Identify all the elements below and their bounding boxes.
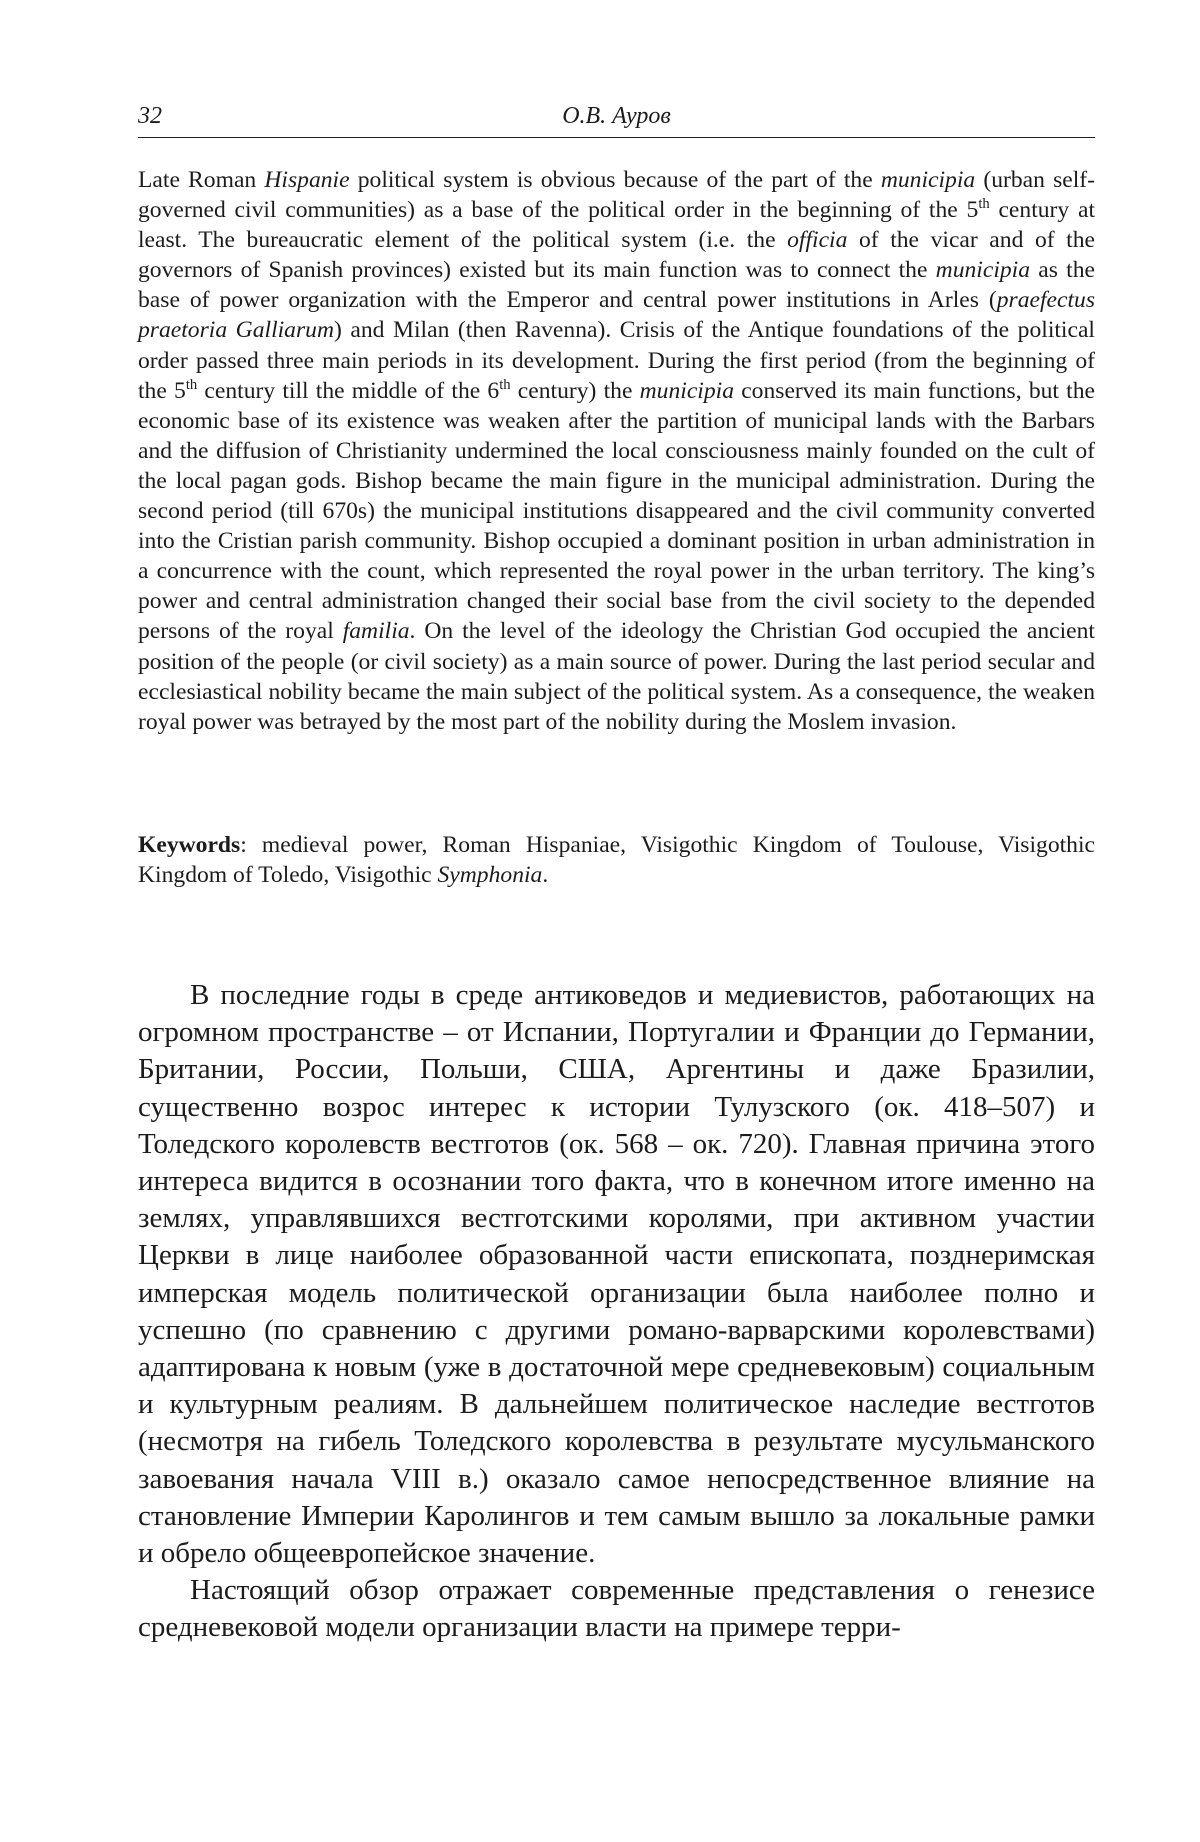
abstract-text: century at least. The bureaucratic element of the political system (i.e. the — [138, 197, 1095, 254]
abstract-text: Late Roman — [138, 167, 265, 193]
article-body — [138, 977, 1095, 1647]
abstract-text: . On the level of the ideology the Christian God occupied the ancient position of the people (or civil society) as a main source of power. During the last period secular and ecclesiastical nobility became the main subject of the political system. As a consequence, the weaken royal power was betrayed by the most part of the nobility during the Moslem invasion. — [138, 618, 1095, 735]
keywords-paragraph — [138, 830, 1095, 890]
abstract-text: conserved its main functions, but the economic base of its existence was weaken after the partition of municipal lands with the Barbars and the diffusion of Christianity undermined the local consciousness mainly founded on the cult of the local pagan gods. Bishop became the main figure in the municipal administration. During the second period (till 670s) the municipal institutions disappeared and the civil community converted into the Cristian parish community. Bishop occupied a dominant position in urban administration in a concurrence with the count, which represented the royal power in the urban territory. The king’s power and central administration changed their social base from the civil society to the depended persons of the royal — [138, 377, 1095, 645]
body-paragraph-2: Настоящий обзор отражает современные представления о генезисе средневековой модели организации власти на примере терри- — [138, 1574, 1095, 1644]
page-header — [138, 97, 1095, 138]
abstract-italic-term: officia — [787, 227, 848, 254]
keywords-block — [138, 830, 1095, 890]
page-number: 32 — [138, 103, 162, 129]
running-head-author: О.В. Ауров — [562, 103, 671, 129]
abstract-italic-term: municipia — [880, 167, 976, 193]
abstract-italic-term: familia — [342, 618, 410, 645]
keywords-end: . — [542, 862, 549, 888]
abstract-text: (urban self-governed civil communities) as a base of the political order in the beginning of the 5 — [138, 167, 1095, 224]
abstract-italic-term: municipia — [935, 257, 1031, 284]
ordinal-superscript: th — [185, 376, 198, 393]
keywords-italic-term: Symphonia — [437, 862, 543, 888]
ordinal-superscript: th — [499, 376, 511, 393]
english-abstract — [138, 165, 1095, 737]
abstract-italic-term: Hispanie — [264, 167, 350, 193]
abstract-text: of the vicar and of the governors of Spanish provinces) existed but its main function was to connect the — [138, 227, 1095, 284]
abstract-text: as the base of power organization with the Emperor and central power institutions in Arles ( — [138, 257, 1095, 314]
keywords-label: Keywords — [138, 832, 241, 858]
body-paragraph-1: В последние годы в среде антиковедов и медиевистов, работающих на огромном пространстве – от Испании, Португалии и Франции до Германии, Британии, России, Польши, США, Аргентины и даже Бразилии, существенно возрос интерес к истории Тулузского (ок. 418–507) и Толедского королевств вестготов (ок. 568 – ок. 720). Главная причина этого интереса видится в осознании того факта, что в конечном итоге именно на землях, управлявшихся вестготскими королями, при активном участии Церкви в лице наиболее образованной части епископата, позднеримская имперская модель политической организации была наиболее полно и успешно (по сравнению с другими романо-варварскими королевствами) адаптирована к новым (уже в достаточной мере средневековым) социальным и культурным реалиям. В дальнейшем политическое наследие вестготов (несмотря на гибель Толедского королевства в результате мусульманского завоевания начала VIII в.) оказало самое непосредственное влияние на становление Империи Каролингов и тем самым вышло за локальные рамки и обрело общеевропейское значение. — [138, 979, 1095, 1570]
abstract-text: political system is obvious because of the part of the — [349, 167, 881, 193]
abstract-italic-term: municipia — [639, 377, 735, 404]
keywords-list: : medieval power, Roman Hispaniae, Visigothic Kingdom of Toulouse, Visigothic Kingdom of Toledo, Visigothic — [138, 832, 1095, 888]
ordinal-superscript: th — [978, 196, 990, 213]
abstract-paragraph — [138, 165, 1095, 737]
abstract-text: ) and Milan (then Ravenna). Crisis of the Antique foundations of the political order passed three main periods in its development. During the first period (from the beginning of the 5 — [138, 317, 1095, 404]
abstract-italic-term: praefectus praetoria Galliarum — [138, 287, 1095, 344]
abstract-text: century) the — [510, 377, 640, 404]
abstract-text: century till the middle of the 6 — [197, 377, 500, 404]
